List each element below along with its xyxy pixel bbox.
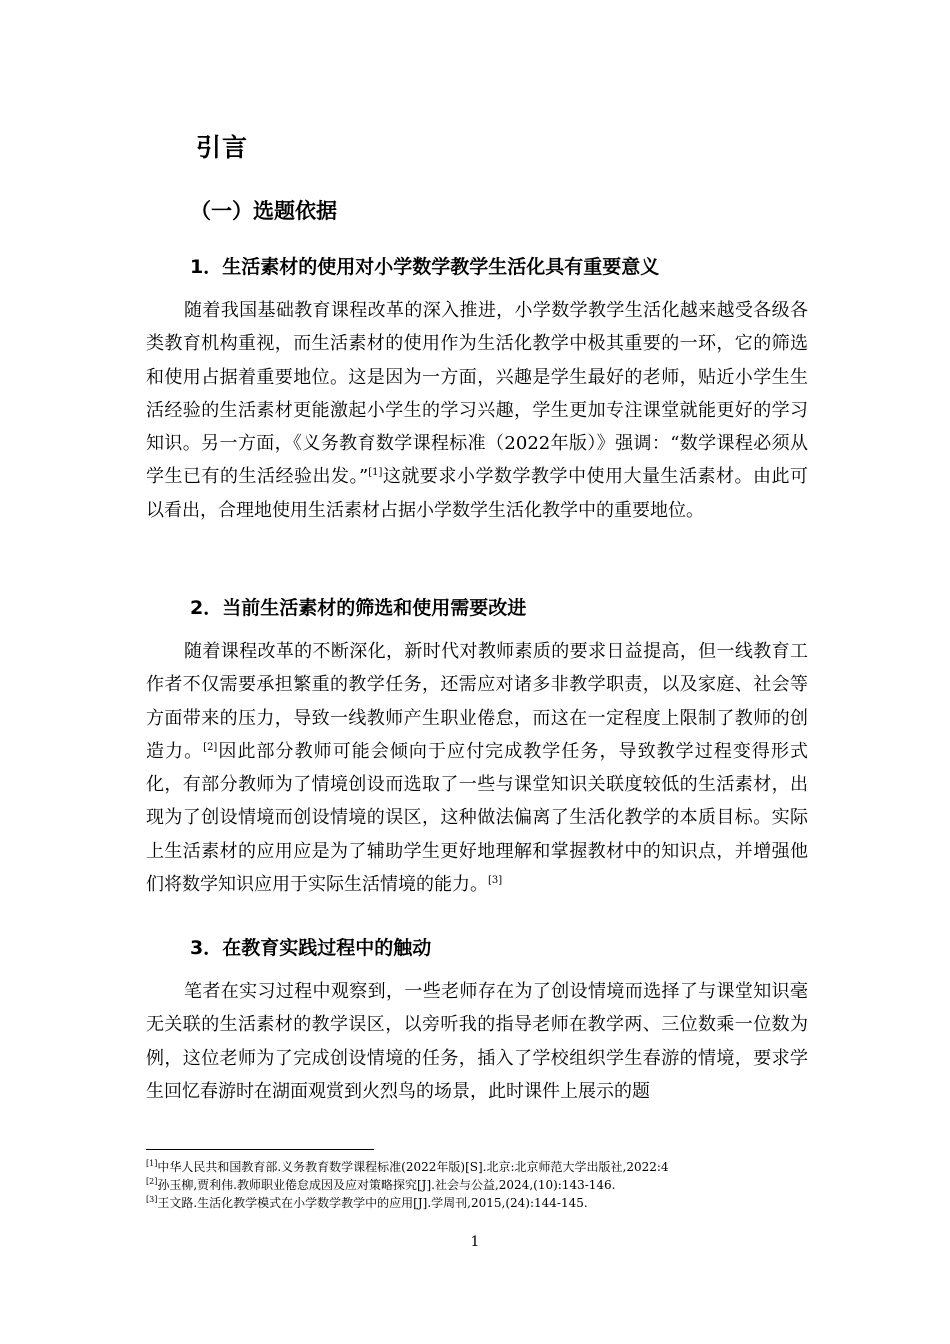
paragraph-1-text-a: 随着我国基础教育课程改革的深入推进，小学数学教学生活化越来越受各级各类教育机构重视，而生活素材的使用作为生活化教学中极其重要的一环，它的筛选和使用占据着重要地位。这是因为一方面，兴趣是学生最好的老师，贴近小学生生活经验的生活素材更能激起小学生的学习兴趣，学生更加专注课堂就能更好的学习知识。另一方面，《义务教育数学课程标准（2022年版）》强调：“数学课程必须从学生已有的生活经验出发。” <box>146 300 808 488</box>
subheading-2: 2．当前生活素材的筛选和使用需要改进 <box>190 597 527 619</box>
footnote-3-mark: [3] <box>146 1195 158 1204</box>
footnote-2 <box>146 1176 846 1194</box>
paragraph-3: 笔者在实习过程中观察到，一些老师存在为了创设情境而选择了与课堂知识毫无关联的生活素材的教学误区，以旁听我的指导老师在教学两、三位数乘一位数为例，这位老师为了完成创设情境的任务，插入了学校组织学生春游的情境，要求学生回忆春游时在湖面观赏到火烈鸟的场景，此时课件上展示的题 <box>146 981 808 1102</box>
paragraph-2 <box>146 635 808 901</box>
section-heading: （一）选题依据 <box>190 199 337 223</box>
footnote-3 <box>146 1194 846 1212</box>
page-number: 1 <box>470 1234 480 1250</box>
footnote-1-mark: [1] <box>146 1159 158 1168</box>
footnote-1-text: 中华人民共和国教育部.义务教育数学课程标准(2022年版)[S].北京:北京师范大学出版社,2022:4 <box>157 1160 669 1174</box>
citation-3: [3] <box>488 875 503 887</box>
chapter-heading: 引言 <box>196 133 249 162</box>
citation-1: [1] <box>368 467 383 479</box>
citation-2: [2] <box>203 741 218 753</box>
footnotes <box>146 1158 846 1212</box>
footnote-2-mark: [2] <box>146 1177 158 1186</box>
paragraph-1 <box>146 294 808 527</box>
footnote-3-text: 王文路.生活化教学模式在小学数学教学中的应用[J].学周刊,2015,(24):144-145. <box>157 1196 588 1210</box>
subheading-3: 3．在教育实践过程中的触动 <box>190 937 432 959</box>
footnote-2-text: 孙玉柳,贾利伟.教师职业倦怠成因及应对策略探究[J].社会与公益,2024,(10):143-146. <box>157 1178 616 1192</box>
footnote-1 <box>146 1158 846 1176</box>
footnote-separator <box>146 1149 374 1150</box>
subheading-1: 1．生活素材的使用对小学数学教学生活化具有重要意义 <box>190 256 660 278</box>
paragraph-2-text-a: 随着课程改革的不断深化，新时代对教师素质的要求日益提高，但一线教育工作者不仅需要承担繁重的教学任务，还需应对诸多非教学职责，以及家庭、社会等方面带来的压力，导致一线教师产生职业倦怠，而这在一定程度上限制了教师的创造力。 <box>146 641 808 762</box>
paragraph-2-text-b: 因此部分教师可能会倾向于应付完成教学任务，导致教学过程变得形式化，有部分教师为了情境创设而选取了一些与课堂知识关联度较低的生活素材，出现为了创设情境而创设情境的误区，这种做法偏离了生活化教学的本质目标。实际上生活素材的应用应是为了辅助学生更好地理解和掌握教材中的知识点，并增强他们将数学知识应用于实际生活情境的能力。 <box>146 740 809 896</box>
paragraph-1-text-b: 这就要求小学数学教学中使用大量生活素材。由此可以看出，合理地使用生活素材占据小学数学生活化教学中的重要地位。 <box>146 466 809 521</box>
